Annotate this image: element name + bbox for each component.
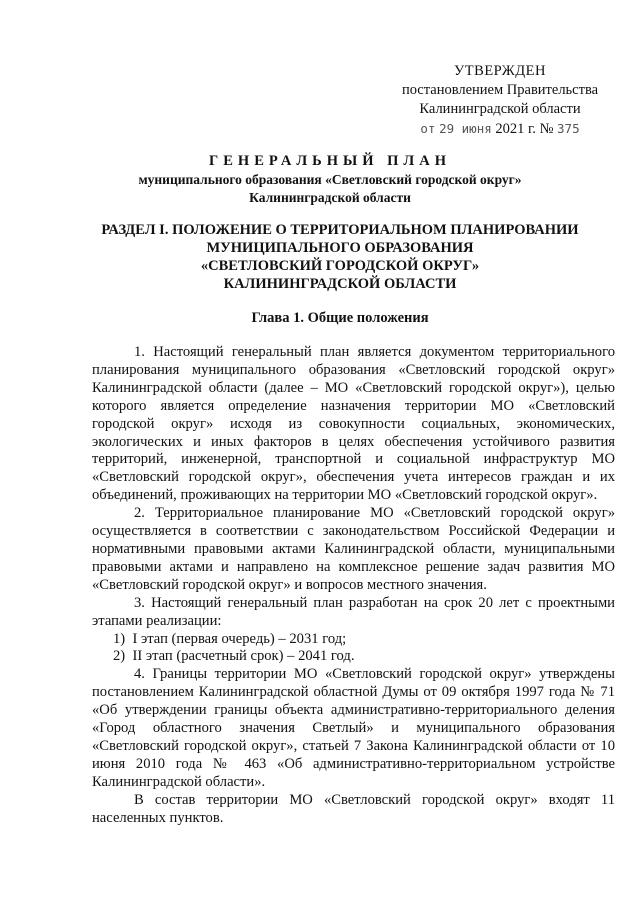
section-line-3: «СВЕТЛОВСКИЙ ГОРОДСКОЙ ОКРУГ» — [200, 258, 480, 274]
date-year: 2021 г. — [495, 121, 536, 137]
approval-date-line — [380, 119, 620, 139]
general-plan-title: ГЕНЕРАЛЬНЫЙ ПЛАН — [209, 153, 451, 169]
date-day-month: 29 июня — [439, 121, 492, 136]
paragraph-2: 2. Территориальное планирование МО «Светловский городской округ» осуществляется в соответствии с законодательством Российской Федерации и нормативными правовыми актами Калининградской области, муниципальными правовыми актами и направлено на комплексное решение задач развития МО «Светловский городской округ» и вопросов местного значения. — [92, 505, 615, 593]
paragraph-3: 3. Настоящий генеральный план разработан на срок 20 лет с проектными этапами реализации: — [92, 594, 615, 629]
approval-heading: УТВЕРЖДЕН — [454, 63, 546, 79]
paragraph-1: 1. Настоящий генеральный план является документом территориального планирования муниципального образования «Светловский городской округ» Калининградской области (далее – МО «Светловский городской округ»), целью которого является определение назначения территории МО «Светловский городской округ» исходя из совокупности социальных, экономических, экологических и иных факторов в целях обеспечения устойчивого развития территорий, инженерной, транспортной и социальной инфраструктур МО «Светловский городской округ», обеспечения учета интересов граждан и их объединений, проживающих на территории МО «Светловский городской округ». — [92, 344, 615, 504]
list-item-1: 1) I этап (первая очередь) – 2031 год; — [113, 630, 347, 647]
approval-line-2: Калининградской области — [419, 101, 581, 117]
number-sign: № — [539, 121, 554, 137]
document-title — [80, 152, 580, 207]
region-name: Калининградской области — [249, 190, 411, 205]
paragraph-4: 4. Границы территории МО «Светловский городской округ» утверждены постановлением Калининградской областной Думы от 09 октября 1997 года № 71 «Об утверждении границы объекта административно-территориального деления «Город областного значения Светлый» и муниципального образования «Светловский городской округ», статьей 7 Закона Калининградской области от 10 июня 2010 года № 463 «Об административно-территориальном устройстве Калининградской области». — [92, 666, 615, 790]
paragraph-5: В состав территории МО «Светловский городской округ» входят 11 населенных пунктов. — [92, 791, 615, 826]
date-prefix: от — [420, 121, 436, 136]
chapter-heading: Глава 1. Общие положения — [251, 310, 429, 326]
municipality-name: муниципального образования «Светловский городской округ» — [138, 172, 522, 187]
section-line-4: КАЛИНИНГРАДСКОЙ ОБЛАСТИ — [223, 276, 457, 292]
approval-line-1: постановлением Правительства — [401, 82, 599, 98]
section-line-2: МУНИЦИПАЛЬНОГО ОБРАЗОВАНИЯ — [206, 240, 474, 256]
resolution-number: 375 — [557, 121, 580, 136]
approval-stamp — [380, 62, 620, 139]
body-text — [92, 344, 615, 827]
section-heading — [80, 221, 600, 293]
list-item-2: 2) II этап (расчетный срок) – 2041 год. — [113, 648, 355, 665]
section-line-1: РАЗДЕЛ I. ПОЛОЖЕНИЕ О ТЕРРИТОРИАЛЬНОМ ПЛАНИРОВАНИИ — [101, 222, 579, 238]
